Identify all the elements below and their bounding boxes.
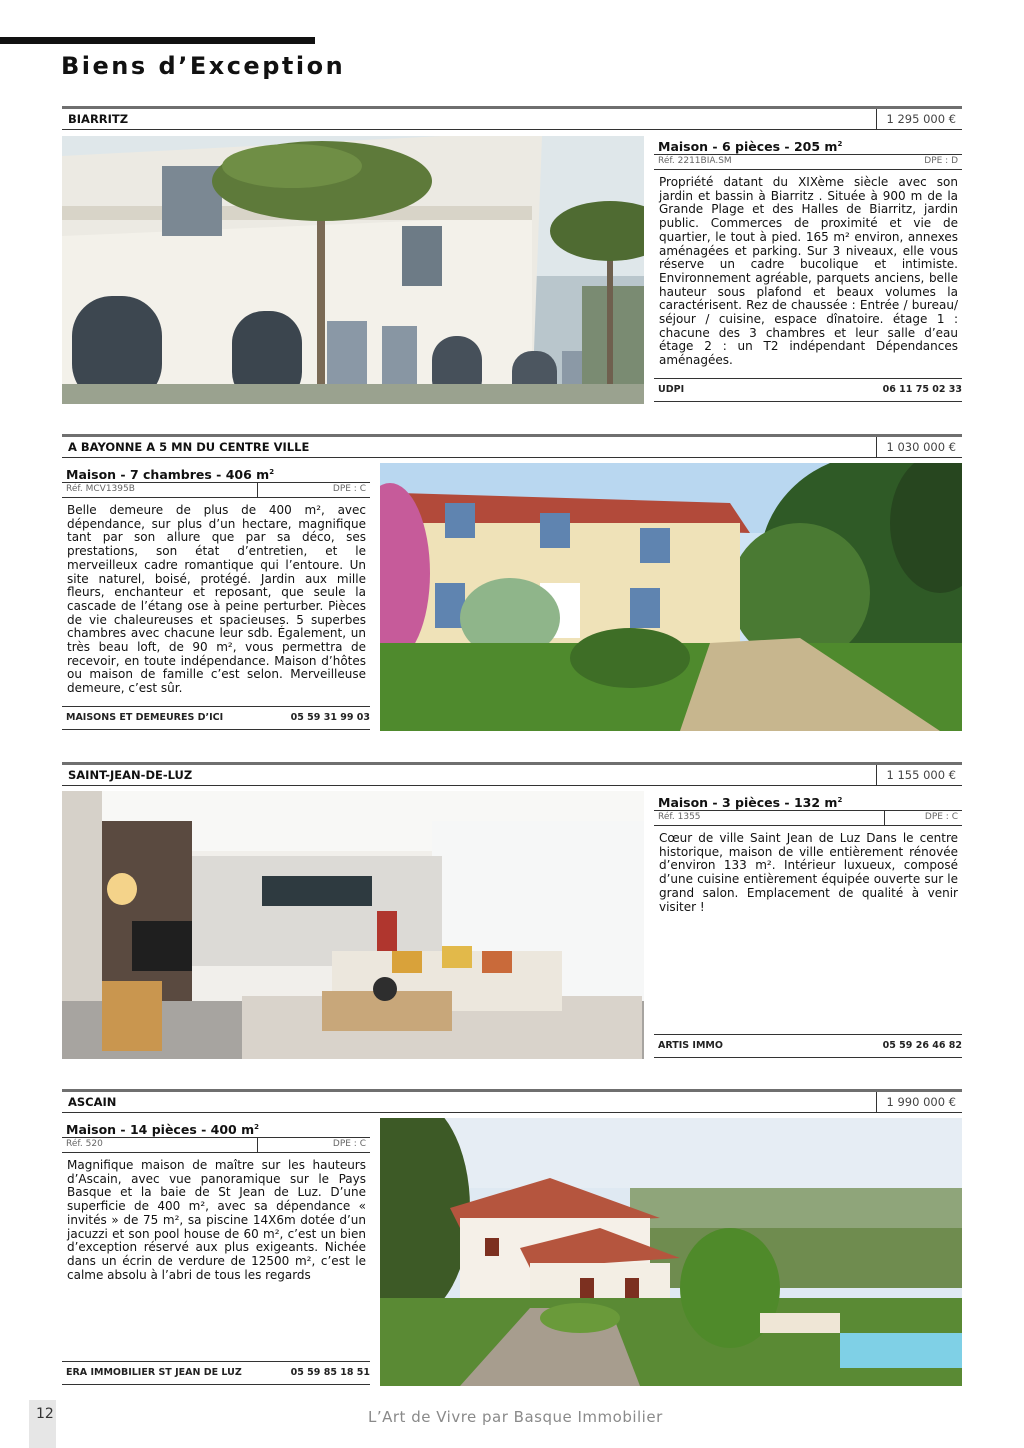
- listing-description: Propriété datant du XIXème siècle avec son jardin et bassin à Biarritz . Située à 900 m de la Grande Plage et des Halles de Biarritz, jardin public. Commerces de proximité et vie de quartier, le tout à pied. 165 m² environ, annexes aménagées et parking. Sur 3 niveaux, elle vous réserve un cadre bucolique et intimiste. Environnement agréable, parquets anciens, belle hauteur sous plafond et beaux volumes la caractérisent. Rez de chaussée : Entrée / bureau/ séjour / cuisine, espace dînatoire. étage 1 : chacune des 3 chambres et leur salle d’eau étage 2 : un T2 indépendant Dépendances aménagées.: [659, 175, 958, 368]
- listing-ref-row: [654, 810, 962, 826]
- listing-footer: [654, 1034, 962, 1058]
- listing-title: Maison - 3 pièces - 132 $m^2$: [658, 795, 843, 811]
- listing-info: [62, 1117, 370, 1389]
- listing-description: Magnifique maison de maître sur les hauteurs d’Ascain, avec vue panoramique sur le Pays Basque et la baie de St Jean de Luz. D’une superficie de 400 m², avec sa dépendance « invités » de 75 m², sa piscine 14X6m dotée d’un jacuzzi et son pool house de 60 m², c’est un bien d’exception réservé aux plus exigeants. Nichée dans un écrin de verdure de 12500 m², c’est le calme absolu à l’abri de tous les regards: [67, 1158, 366, 1282]
- hillside-villa-photo-image: [380, 1118, 962, 1386]
- listing-header: [62, 106, 962, 130]
- listing-header: [62, 1089, 962, 1113]
- listing-footer: [62, 1361, 370, 1385]
- agency-name: MAISONS ET DEMEURES D’ICI: [66, 712, 224, 723]
- property-photo[interactable]: [380, 463, 962, 731]
- listing-ref: Réf. 520: [66, 1139, 103, 1149]
- listing-dpe: DPE : C: [924, 812, 958, 822]
- listing-price: 1 990 000 €: [876, 1092, 962, 1112]
- listing-description: Belle demeure de plus de 400 m², avec dépendance, sur plus d’un hectare, magnifique tant par son allure que par sa déco, ses prestations, son état d’entretien, et le merveilleux cadre romantique qui l’entoure. Un site naturel, boisé, protégé. Jardin aux mille fleurs, enchanteur et reposant, que seule la cascade de l’étang ose à peine perturber. Pièces de vie chaleureuses et spacieuses. 5 superbes chambres avec chacune leur sdb. Également, un très beau loft, de 90 m², vous permettra de recevoir, en toute indépendance. Maison d’hôtes ou maison de famille c’est selon. Merveilleuse demeure, c’est sûr.: [67, 503, 366, 696]
- listing-info: [654, 134, 962, 406]
- living-room-photo-image: [62, 791, 644, 1059]
- listing-city: SAINT-JEAN-DE-LUZ: [68, 768, 193, 782]
- listing-ref: Réf. 1355: [658, 812, 701, 822]
- listing-dpe: DPE : C: [332, 484, 366, 494]
- listing-city: ASCAIN: [68, 1095, 117, 1109]
- agency-name: ERA IMMOBILIER ST JEAN DE LUZ: [66, 1367, 242, 1378]
- listing-bayonne: [62, 434, 962, 734]
- property-photo[interactable]: [380, 1118, 962, 1386]
- agency-phone[interactable]: 06 11 75 02 33: [882, 384, 962, 395]
- property-photo[interactable]: [62, 136, 644, 404]
- listing-title: Maison - 6 pièces - 205 $m^2$: [658, 139, 843, 155]
- agency-name: ARTIS IMMO: [658, 1040, 723, 1051]
- country-house-photo-image: [380, 463, 962, 731]
- listing-title: Maison - 7 chambres - 406 $m^2$: [66, 467, 275, 483]
- listing-price: 1 295 000 €: [876, 109, 962, 129]
- listing-title: Maison - 14 pièces - 400 $m^2$: [66, 1122, 259, 1138]
- title-accent-bar: [0, 37, 315, 44]
- agency-name: UDPI: [658, 384, 685, 395]
- listing-ascain: [62, 1089, 962, 1389]
- listing-info: [62, 462, 370, 734]
- listing-dpe: DPE : C: [332, 1139, 366, 1149]
- agency-phone[interactable]: 05 59 26 46 82: [882, 1040, 962, 1051]
- listing-city: A BAYONNE A 5 MN DU CENTRE VILLE: [68, 440, 310, 454]
- footer-brand-text: L’Art de Vivre par Basque Immobilier: [368, 1408, 663, 1426]
- listing-info: [654, 790, 962, 1062]
- listing-footer: [654, 378, 962, 402]
- listing-footer: [62, 706, 370, 730]
- page-number: 12: [36, 1406, 54, 1422]
- listing-header: [62, 434, 962, 458]
- listing-header: [62, 762, 962, 786]
- villa-photo-image: [62, 136, 644, 404]
- listing-price: 1 155 000 €: [876, 765, 962, 785]
- agency-phone[interactable]: 05 59 31 99 03: [290, 712, 370, 723]
- page-title: Biens d’Exception: [61, 52, 346, 80]
- listing-city: BIARRITZ: [68, 112, 129, 126]
- listing-saint-jean-de-luz: [62, 762, 962, 1062]
- listing-price: 1 030 000 €: [876, 437, 962, 457]
- agency-phone[interactable]: 05 59 85 18 51: [290, 1367, 370, 1378]
- listing-dpe: DPE : D: [924, 156, 958, 166]
- listing-ref-row: [62, 1137, 370, 1153]
- listing-ref-row: [654, 154, 962, 170]
- listing-description: Cœur de ville Saint Jean de Luz Dans le centre historique, maison de ville entièrement rénovée d’environ 133 m². Intérieur luxueux, composé d’une cuisine entièrement équipée ouverte sur le grand salon. Emplacement de qualité à venir visiter !: [659, 831, 958, 914]
- listing-ref: Réf. 2211BIA.SM: [658, 156, 732, 166]
- listing-ref-row: [62, 482, 370, 498]
- listing-ref: Réf. MCV1395B: [66, 484, 135, 494]
- listing-biarritz: [62, 106, 962, 406]
- property-photo[interactable]: [62, 791, 644, 1059]
